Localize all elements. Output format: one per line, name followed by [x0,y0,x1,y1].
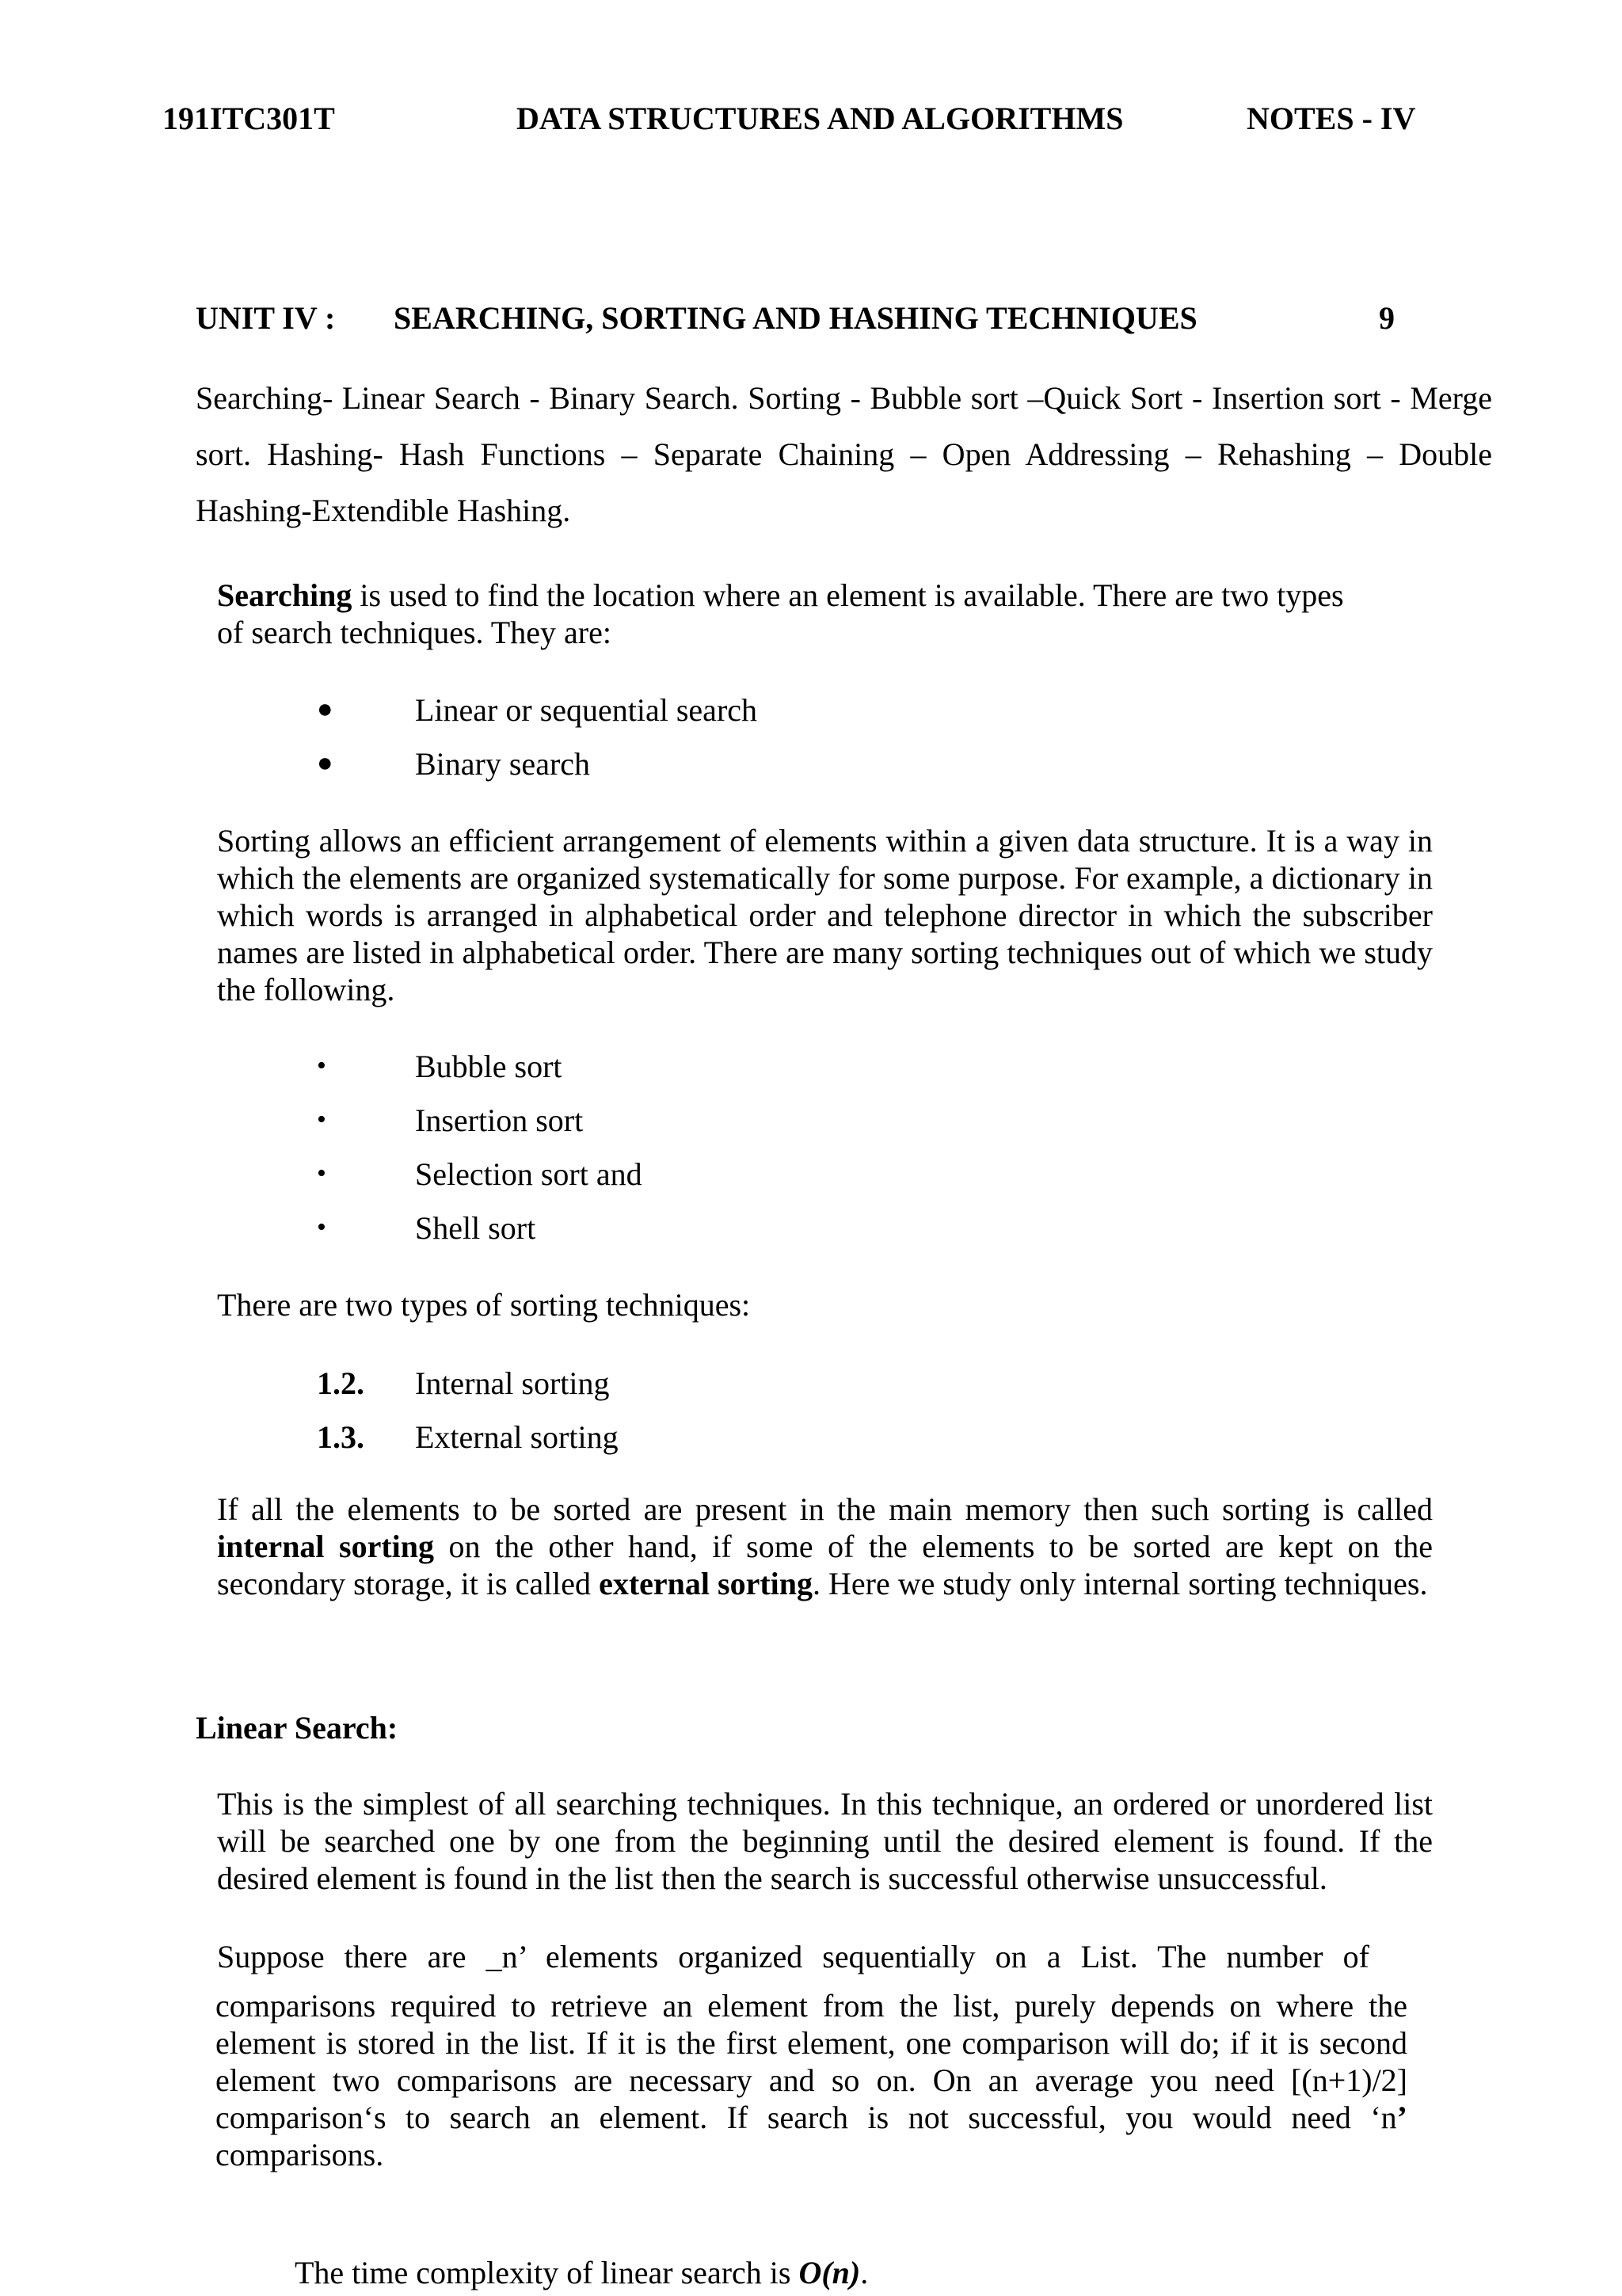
bullet-icon: ● [317,695,333,724]
bullet-icon: • [317,1213,326,1242]
list-item-number: 1.3. [317,1418,364,1455]
list-item-text: Selection sort and [415,1156,642,1192]
bullet-icon: ● [317,748,333,778]
external-sorting-term: external sorting [599,1566,813,1601]
linear-search-paragraph-2-line-1: Suppose there are _n’ elements organized sequentially on a List. The number of [217,1939,1369,1974]
list-item-text: Internal sorting [415,1365,610,1401]
bullet-icon: • [317,1051,326,1080]
complexity-value: O(n) [798,2255,861,2290]
closing-quote: ’ [1396,2100,1407,2135]
searching-intro-line-1 [217,577,1484,614]
unit-title: SEARCHING, SORTING AND HASHING TECHNIQUES [394,300,1197,336]
unit-hours: 9 [1379,300,1395,336]
sorting-intro: Sorting allows an efficient arrangement of elements within a given data structure. It is a way in which the elements are organized systematically for some purpose. For example, a dictionary in which words is arranged in alphabetical order and telephone director in which the subscriber names are listed in alphabetical order. There are many sorting techniques out of which we study the following. [217,823,1433,1007]
list-item-text: Binary search [415,745,591,782]
sort-types-intro: There are two types of sorting techniques: [217,1287,751,1323]
complexity-end: . [860,2255,869,2290]
list-item-text: External sorting [415,1418,619,1455]
list-item-text: Shell sort [415,1209,536,1246]
unit-label: UNIT IV : [196,300,336,336]
searching-intro-rest: is used to find the location where an element is available. There are two types [352,577,1344,613]
complexity-text: The time complexity of linear search is [295,2255,799,2290]
linear-search-paragraph-1: This is the simplest of all searching techniques. In this technique, an ordered or unordered list will be searched one by one from the beginning until the desired element is found. If the desired element is found in the list then the search is successful otherwise unsuccessful. [217,1786,1433,1896]
list-item-text: Bubble sort [415,1048,562,1084]
internal-external-part-3: . Here we study only internal sorting techniques. [813,1566,1428,1601]
linear-search-paragraph-2 [215,1987,1407,2173]
linear-search-paragraph-2-text: comparisons required to retrieve an element from the list, purely depends on where the element is stored in the list. If it is the first element, one comparison will do; if it is second element two comparisons are necessary and so on. On an average you need [(n+1)/2] comparison‘s to search an element. If search is not successful, you would need ‘n [215,1988,1407,2135]
internal-external-part-1: If all the elements to be sorted are present in the main memory then such sorting is called [217,1491,1433,1527]
syllabus-line-3: Hashing-Extendible Hashing. [196,493,571,528]
list-item-text: Insertion sort [415,1102,584,1138]
searching-intro [217,577,1484,651]
linear-search-heading: Linear Search: [196,1710,398,1746]
internal-external-paragraph [217,1491,1433,1602]
list-item-number: 1.2. [317,1365,364,1401]
header-notes-label: NOTES - IV [1247,101,1416,136]
bullet-icon: • [317,1105,326,1134]
internal-external-part-2: on the other hand, if some of the elements to be sorted are kept on the secondary storage, it is called [217,1529,1433,1601]
syllabus-line-2: sort. Hashing- Hash Functions – Separate Chaining – Open Addressing – Rehashing – Double [196,436,1492,472]
linear-search-paragraph-2-end: comparisons. [215,2137,384,2172]
header-course-code: 191ITC301T [162,101,335,136]
searching-intro-line-2: of search techniques. They are: [217,615,611,650]
complexity-line [295,2254,868,2291]
list-item-text: Linear or sequential search [415,691,758,728]
internal-sorting-term: internal sorting [217,1529,435,1564]
bullet-icon: • [317,1159,326,1188]
header-course-title: DATA STRUCTURES AND ALGORITHMS [516,101,1124,136]
syllabus-line-1: Searching- Linear Search - Binary Search. Sorting - Bubble sort –Quick Sort - Insertion sort - Merge [196,380,1492,416]
searching-term: Searching [217,577,352,613]
